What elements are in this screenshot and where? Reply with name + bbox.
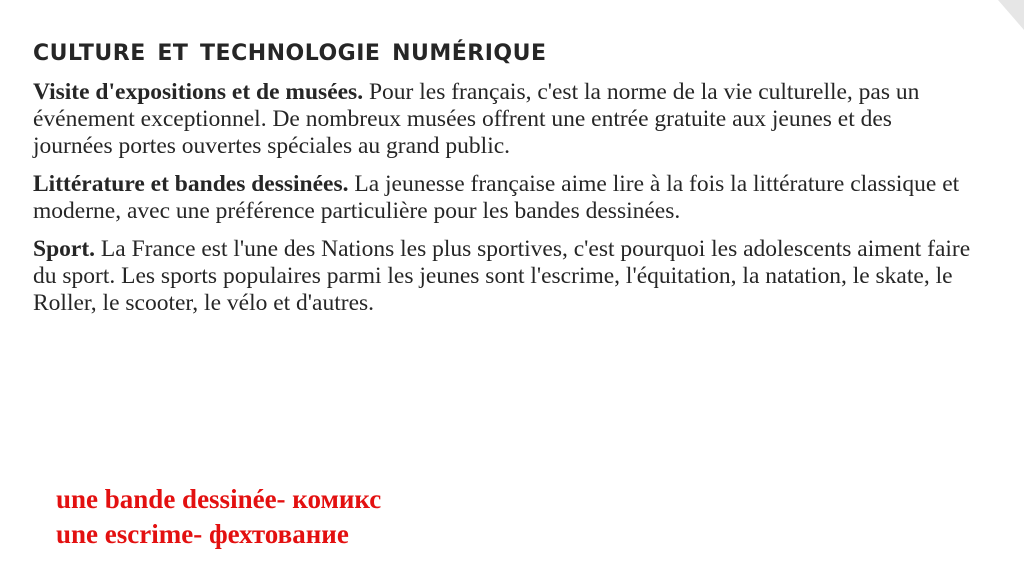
paragraph-sport	[33, 236, 973, 317]
vocabulary-item: une bande dessinée- комикс	[56, 484, 382, 514]
slide-body	[33, 79, 973, 328]
slide-title: culture et technologie numérique	[33, 30, 547, 68]
vocabulary-item: une escrime- фехтование	[56, 519, 349, 549]
paragraph-exhibitions	[33, 79, 973, 160]
paragraph-literature	[33, 171, 973, 225]
paragraph-text: Pour les français, c'est la norme de la vie culturelle, pas un événement exceptionnel. De nombreux musées offrent une entrée gratuite aux jeunes et des journées portes ouvertes spéciales au grand public.	[33, 79, 920, 159]
paragraph-lead: Sport.	[33, 236, 96, 262]
paragraph-lead: Visite d'expositions et de musées.	[33, 79, 364, 105]
paragraph-lead: Littérature et bandes dessinées.	[33, 171, 349, 197]
vocabulary-list	[56, 482, 381, 552]
paragraph-text: La France est l'une des Nations les plus sportives, c'est pourquoi les adolescents aiment faire du sport. Les sports populaires parmi les jeunes sont l'escrime, l'équitation, la natation, le skate, le Roller, le scooter, le vélo et d'autres.	[33, 236, 971, 316]
corner-fold-mark	[998, 0, 1024, 30]
paragraph-text: La jeunesse française aime lire à la fois la littérature classique et moderne, avec une préférence particulière pour les bandes dessinées.	[33, 171, 960, 224]
